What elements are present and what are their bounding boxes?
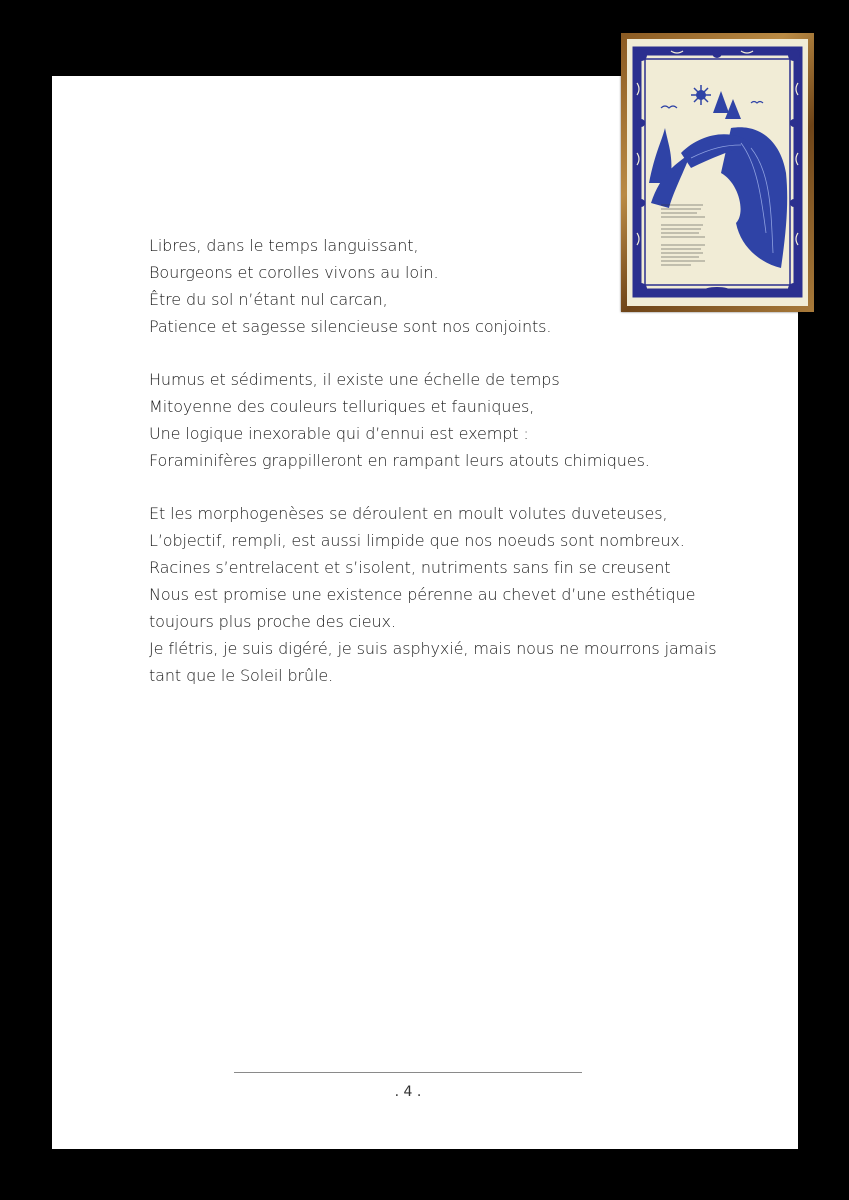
poem-line: tant que le Soleil brûle.: [149, 666, 334, 685]
poem-line: Racines s’entrelacent et s’isolent, nutriments sans fin se creusent: [149, 558, 671, 577]
poem-line: Être du sol n’étant nul carcan,: [149, 290, 388, 309]
framed-blue-illustration-icon: [621, 33, 814, 312]
poem-line: Une logique inexorable qui d’ennui est exempt :: [149, 424, 529, 443]
poem-line: Et les morphogenèses se déroulent en moult volutes duveteuses,: [149, 504, 668, 523]
poem-line: Foraminifères grappilleront en rampant leurs atouts chimiques.: [149, 451, 650, 470]
poem-line: Patience et sagesse silencieuse sont nos conjoints.: [149, 317, 552, 336]
footer-divider: [234, 1072, 582, 1073]
poem-line: Bourgeons et corolles vivons au loin.: [149, 263, 439, 282]
framed-artwork: [621, 33, 814, 312]
poem-line: toujours plus proche des cieux.: [149, 612, 396, 631]
poem-line: L’objectif, rempli, est aussi limpide que nos noeuds sont nombreux.: [149, 531, 685, 550]
poem-line: Humus et sédiments, il existe une échelle de temps: [149, 370, 560, 389]
stanza-3: [149, 500, 749, 689]
poem-line: Nous est promise une existence pérenne au chevet d’une esthétique: [149, 585, 696, 604]
poem-line: Mitoyenne des couleurs telluriques et fauniques,: [149, 397, 535, 416]
poem-line: Libres, dans le temps languissant,: [149, 236, 419, 255]
page-number: . 4 .: [394, 1084, 422, 1100]
stanza-2: [149, 366, 749, 474]
poem-line: Je flétris, je suis digéré, je suis asphyxié, mais nous ne mourrons jamais: [149, 639, 717, 658]
